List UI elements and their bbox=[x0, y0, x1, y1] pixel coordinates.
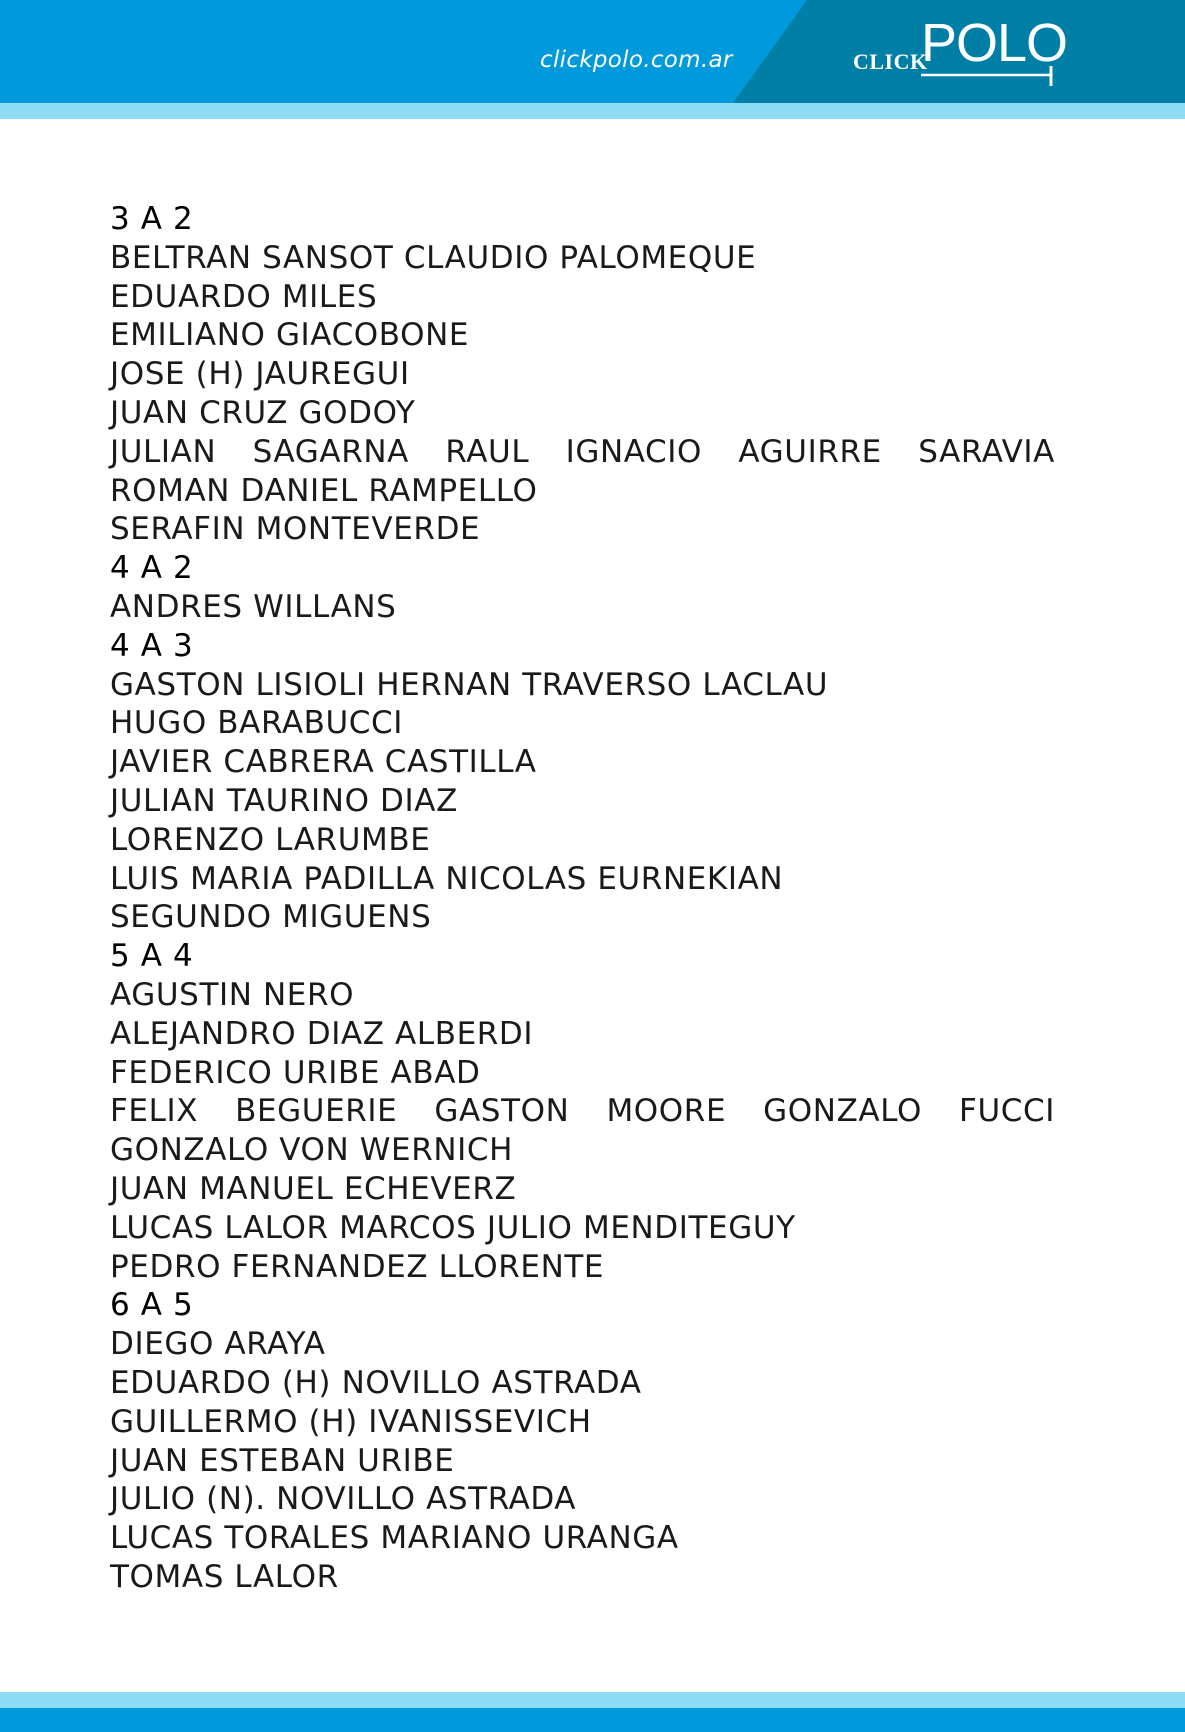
header-accent-stripe bbox=[0, 103, 1185, 119]
group-heading: 3 A 2 bbox=[110, 201, 194, 237]
player-line: JOSE (H) JAUREGUI bbox=[110, 356, 410, 393]
group-heading: 6 A 5 bbox=[110, 1287, 194, 1324]
player-name-word: MOORE bbox=[606, 1093, 727, 1130]
player-line: GONZALO VON WERNICH bbox=[110, 1132, 514, 1169]
player-name-word: RAUL bbox=[445, 433, 530, 470]
player-line: LORENZO LARUMBE bbox=[110, 821, 431, 858]
clickpolo-logo[interactable] bbox=[853, 13, 1068, 90]
player-line: JULIO (N). NOVILLO ASTRADA bbox=[110, 1481, 577, 1518]
player-name-word: AGUIRRE bbox=[738, 433, 882, 470]
player-list bbox=[110, 200, 1055, 1597]
player-name-word: IGNACIO bbox=[565, 433, 703, 470]
header-bar bbox=[0, 0, 1185, 103]
player-line: JUAN ESTEBAN URIBE bbox=[110, 1442, 455, 1479]
player-line: JUAN CRUZ GODOY bbox=[110, 394, 416, 431]
player-line: ANDRES WILLANS bbox=[110, 588, 397, 625]
player-line: EDUARDO MILES bbox=[110, 278, 378, 315]
group-heading: 4 A 2 bbox=[110, 550, 194, 587]
player-line: HUGO BARABUCCI bbox=[110, 705, 404, 742]
player-line: JULIAN TAURINO DIAZ bbox=[110, 782, 458, 819]
polo-mallet-icon bbox=[853, 18, 1063, 90]
player-line: AGUSTIN NERO bbox=[110, 976, 355, 1013]
player-line bbox=[110, 1092, 1055, 1131]
footer-bar bbox=[0, 1708, 1185, 1732]
player-line: TOMAS LALOR bbox=[110, 1558, 339, 1595]
player-line: JAVIER CABRERA CASTILLA bbox=[110, 744, 537, 781]
player-line: DIEGO ARAYA bbox=[110, 1326, 326, 1363]
player-line: LUIS MARIA PADILLA NICOLAS EURNEKIAN bbox=[110, 860, 784, 897]
player-line: ALEJANDRO DIAZ ALBERDI bbox=[110, 1015, 534, 1052]
site-url[interactable]: clickpolo.com.ar bbox=[540, 47, 733, 73]
player-line: PEDRO FERNANDEZ LLORENTE bbox=[110, 1248, 605, 1285]
group-heading: 4 A 3 bbox=[110, 627, 194, 664]
player-line: LUCAS TORALES MARIANO URANGA bbox=[110, 1520, 679, 1557]
player-name-word: SARAVIA bbox=[918, 433, 1055, 470]
logo-polo-text: POLO bbox=[921, 13, 1068, 73]
player-line: LUCAS LALOR MARCOS JULIO MENDITEGUY bbox=[110, 1209, 796, 1246]
player-name-word: SAGARNA bbox=[252, 433, 409, 470]
logo-click-text: CLICK bbox=[853, 49, 928, 74]
player-line: EMILIANO GIACOBONE bbox=[110, 317, 470, 354]
player-line: JUAN MANUEL ECHEVERZ bbox=[110, 1170, 517, 1207]
player-line: GUILLERMO (H) IVANISSEVICH bbox=[110, 1403, 592, 1440]
player-name-word: GONZALO bbox=[763, 1093, 922, 1130]
group-heading: 5 A 4 bbox=[110, 938, 194, 975]
player-line: EDUARDO (H) NOVILLO ASTRADA bbox=[110, 1364, 642, 1401]
player-line: BELTRAN SANSOT CLAUDIO PALOMEQUE bbox=[110, 239, 757, 276]
player-line bbox=[110, 433, 1055, 472]
player-name-word: GASTON bbox=[434, 1093, 570, 1130]
player-line: GASTON LISIOLI HERNAN TRAVERSO LACLAU bbox=[110, 666, 829, 703]
player-line: FEDERICO URIBE ABAD bbox=[110, 1054, 481, 1091]
player-name-word: JULIAN bbox=[110, 433, 217, 470]
footer-accent-stripe bbox=[0, 1692, 1185, 1708]
player-line: SERAFIN MONTEVERDE bbox=[110, 511, 481, 548]
player-line: SEGUNDO MIGUENS bbox=[110, 899, 432, 936]
player-name-word: FUCCI bbox=[959, 1093, 1055, 1130]
player-name-word: FELIX bbox=[110, 1093, 199, 1130]
player-line: ROMAN DANIEL RAMPELLO bbox=[110, 472, 538, 509]
player-name-word: BEGUERIE bbox=[235, 1093, 398, 1130]
